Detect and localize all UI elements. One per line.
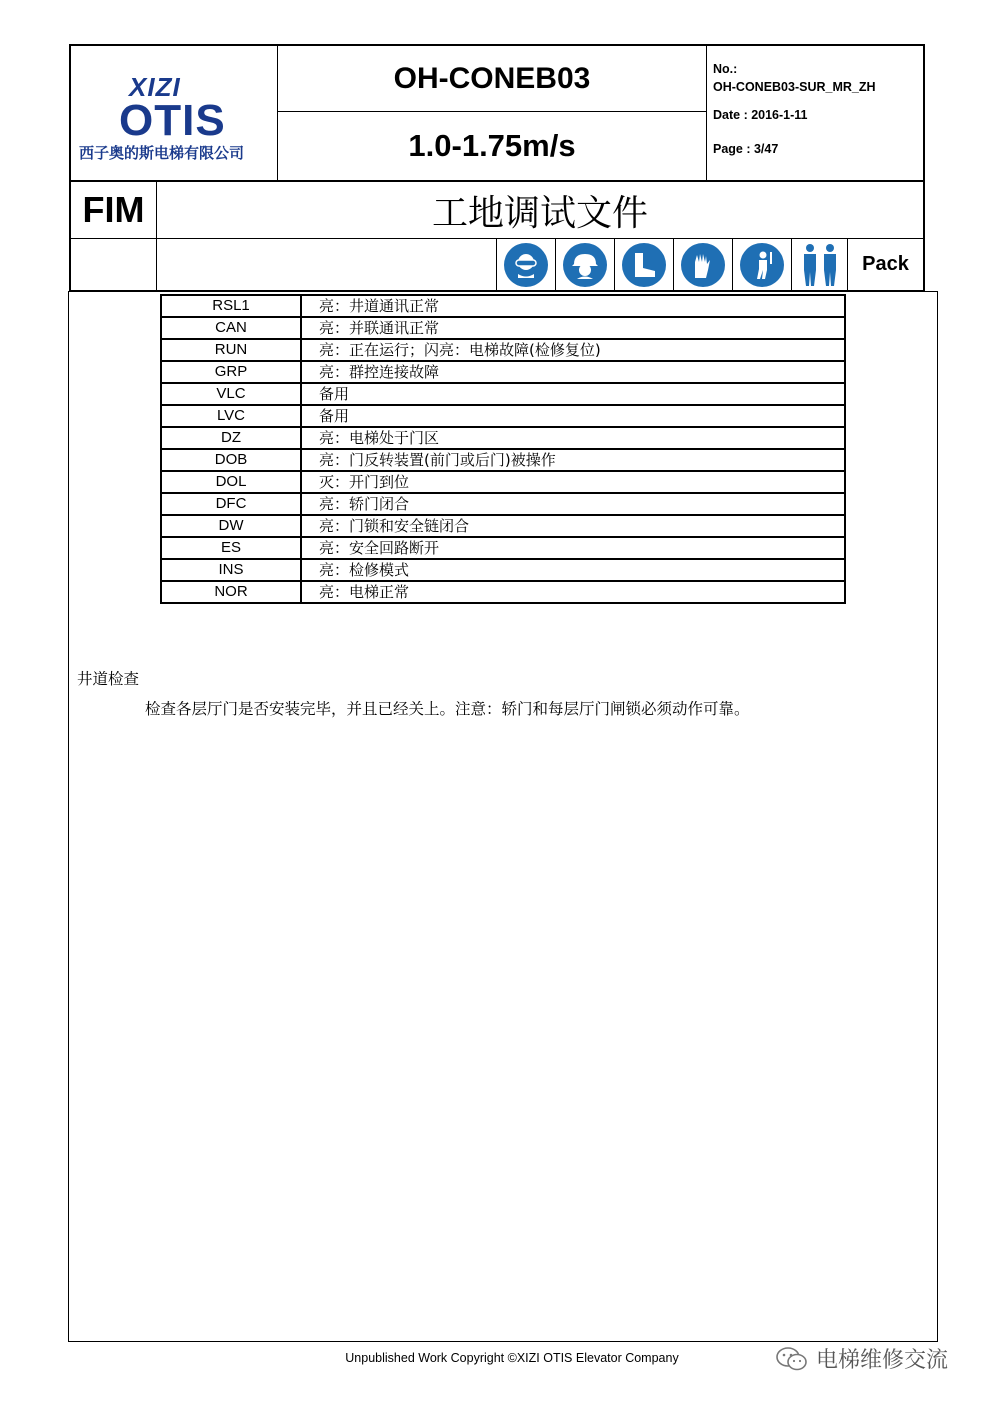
signal-code: RUN — [161, 339, 301, 361]
signal-code: DOB — [161, 449, 301, 471]
signal-code: DZ — [161, 427, 301, 449]
fim-label: FIM — [71, 182, 157, 238]
signal-code: DW — [161, 515, 301, 537]
table-row — [161, 361, 845, 383]
blank-cell — [71, 239, 157, 290]
table-row — [161, 427, 845, 449]
watermark-text: 电梯维修交流 — [816, 1348, 949, 1373]
signal-description: 备用 — [301, 383, 845, 405]
table-row — [161, 405, 845, 427]
ppe-cell — [792, 239, 848, 290]
table-row — [161, 537, 845, 559]
signal-code: GRP — [161, 361, 301, 383]
signal-code: VLC — [161, 383, 301, 405]
safety-goggles-icon — [504, 243, 548, 287]
watermark — [774, 1343, 948, 1374]
signal-table — [160, 294, 846, 604]
doc-title: 工地调试文件 — [431, 192, 648, 234]
table-row — [161, 383, 845, 405]
table-row — [161, 515, 845, 537]
signal-description: 灭：开门到位 — [301, 471, 845, 493]
table-row — [161, 581, 845, 603]
doc-code: OH-CONEB03 — [278, 46, 707, 112]
two-persons-icon — [798, 242, 842, 288]
signal-code: NOR — [161, 581, 301, 603]
signal-description: 亮：门锁和安全链闭合 — [301, 515, 845, 537]
signal-description: 备用 — [301, 405, 845, 427]
company-logo — [71, 46, 278, 180]
header-row-top — [71, 46, 923, 182]
table-row — [161, 449, 845, 471]
ppe-cell — [556, 239, 615, 290]
hard-hat-icon — [563, 243, 607, 287]
section-text: 检查各层厅门是否安装完毕，并且已经关上。注意：轿门和每层厅门闸锁必须动作可靠。 — [145, 700, 750, 718]
signal-description: 亮：轿门闭合 — [301, 493, 845, 515]
speed-range: 1.0-1.75m/s — [278, 112, 707, 180]
pack-label: Pack — [862, 253, 909, 275]
ppe-cell — [497, 239, 556, 290]
doc-date: Date : 2016-1-11 — [713, 108, 808, 122]
signal-description: 亮：检修模式 — [301, 559, 845, 581]
signal-code: DFC — [161, 493, 301, 515]
table-row — [161, 339, 845, 361]
header-row-icons — [71, 239, 923, 290]
doc-meta — [707, 46, 923, 180]
signal-description: 亮：电梯处于门区 — [301, 427, 845, 449]
wechat-icon — [774, 1345, 810, 1373]
signal-description: 亮：门反转装置(前门或后门)被操作 — [301, 449, 845, 471]
copyright-text: Unpublished Work Copyright ©XIZI OTIS Elevator Company — [345, 1351, 679, 1365]
table-row — [161, 295, 845, 317]
blank-cell — [157, 239, 497, 290]
safety-harness-icon — [740, 243, 784, 287]
signal-code: RSL1 — [161, 295, 301, 317]
signal-code: LVC — [161, 405, 301, 427]
safety-gloves-icon — [681, 243, 725, 287]
signal-code: ES — [161, 537, 301, 559]
signal-code: INS — [161, 559, 301, 581]
header-row-title — [71, 182, 923, 239]
section-title: 井道检查 — [77, 670, 140, 688]
signal-description: 亮：并联通讯正常 — [301, 317, 845, 339]
signal-description: 亮：井道通讯正常 — [301, 295, 845, 317]
doc-page: Page : 3/47 — [713, 142, 779, 156]
signal-description: 亮：电梯正常 — [301, 581, 845, 603]
signal-code: DOL — [161, 471, 301, 493]
logo-company-name: 西子奥的斯电梯有限公司 — [79, 145, 245, 162]
ppe-cell — [733, 239, 792, 290]
table-row — [161, 493, 845, 515]
safety-boots-icon — [622, 243, 666, 287]
table-row — [161, 559, 845, 581]
ppe-cell — [674, 239, 733, 290]
signal-code: CAN — [161, 317, 301, 339]
ppe-cell — [615, 239, 674, 290]
document-header — [69, 44, 925, 292]
table-row — [161, 471, 845, 493]
logo-brand-main: OTIS — [119, 96, 226, 145]
doc-no-label: No.: — [713, 62, 738, 76]
signal-description: 亮：安全回路断开 — [301, 537, 845, 559]
logo-brand-top: XIZI — [129, 72, 181, 102]
signal-description: 亮：正在运行；闪亮：电梯故障(检修复位) — [301, 339, 845, 361]
table-row — [161, 317, 845, 339]
doc-no-value: OH-CONEB03-SUR_MR_ZH — [713, 80, 876, 94]
signal-description: 亮：群控连接故障 — [301, 361, 845, 383]
